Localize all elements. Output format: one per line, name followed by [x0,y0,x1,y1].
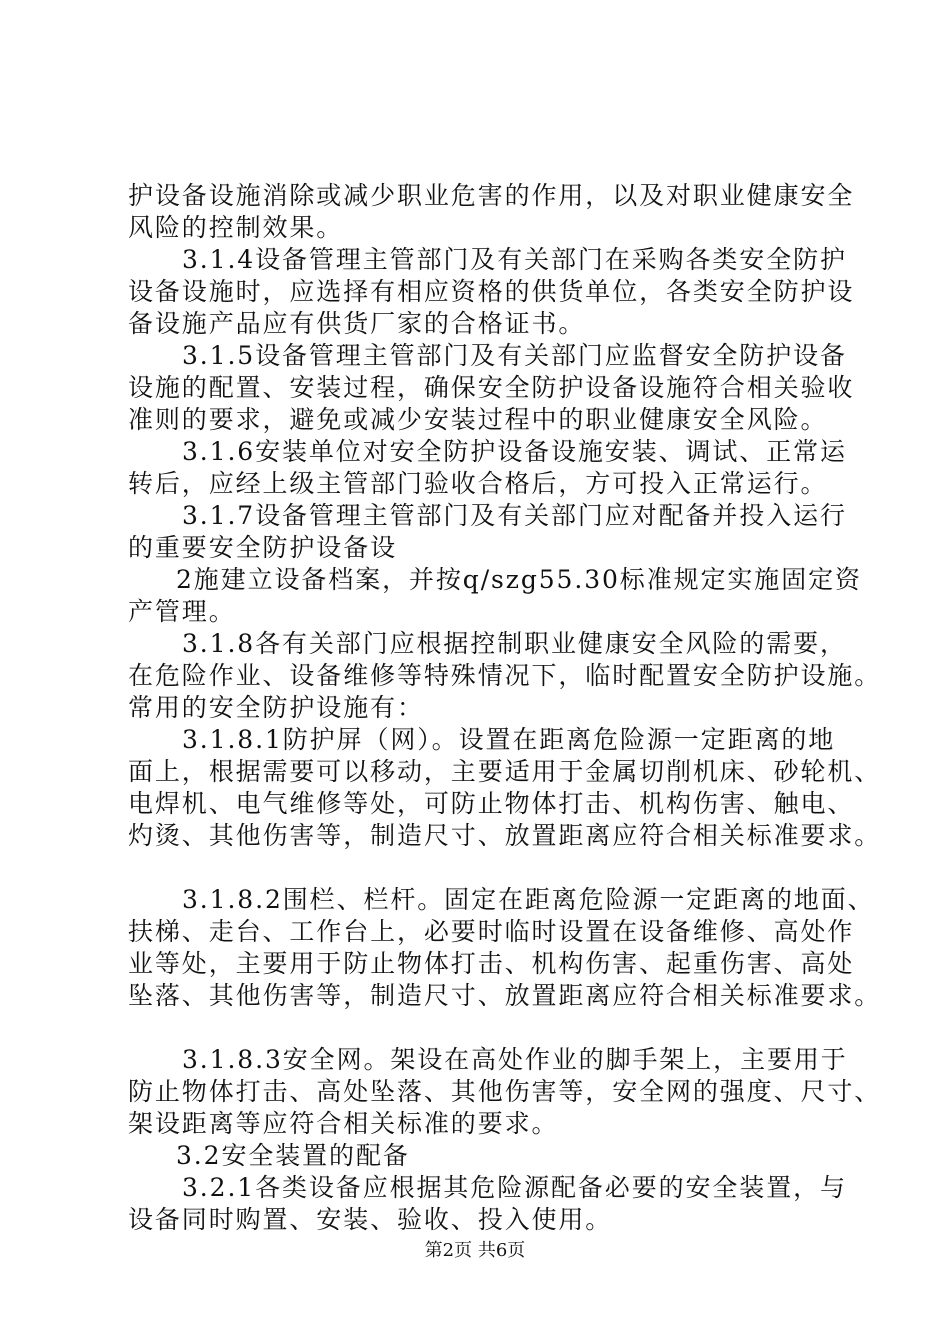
text-line: 护设备设施消除或减少职业危害的作用，以及对职业健康安全 [128,181,855,210]
text-line: 架设距离等应符合相关标准的要求。 [128,1109,559,1138]
text-line: 常用的安全防护设施有： [128,693,424,722]
text-line: 防止物体打击、高处坠落、其他伤害等，安全网的强度、尺寸、 [128,1077,882,1106]
text-line: 在危险作业、设备维修等特殊情况下，临时配置安全防护设施。 [128,661,882,690]
text-line: 转后，应经上级主管部门验收合格后，方可投入正常运行。 [128,469,828,498]
text-line: 面上，根据需要可以移动，主要适用于金属切削机床、砂轮机、 [128,757,882,786]
text-line: 产管理。 [128,597,236,626]
text-line: 风险的控制效果。 [128,213,344,242]
text-line: 3.1.8.1防护屏（网）。设置在距离危险源一定距离的地 [182,725,836,754]
page-number-footer: 第2页 共6页 [424,1240,526,1261]
text-line: 业等处，主要用于防止物体打击、机构伤害、起重伤害、高处 [128,949,855,978]
text-line: 设备设施时，应选择有相应资格的供货单位，各类安全防护设 [128,277,855,306]
text-line: 准则的要求，避免或减少安装过程中的职业健康安全风险。 [128,405,828,434]
text-line: 3.1.8.3安全网。架设在高处作业的脚手架上，主要用于 [182,1045,848,1074]
text-line: 3.1.8各有关部门应根据控制职业健康安全风险的需要， [182,629,847,658]
text-line: 3.1.5设备管理主管部门及有关部门应监督安全防护设备 [182,341,847,370]
text-line: 3.1.8.2围栏、栏杆。固定在距离危险源一定距离的地面、 [182,885,875,914]
text-line: 的重要安全防护设备设 [128,533,398,562]
text-line: 3.1.7设备管理主管部门及有关部门应对配备并投入运行 [182,501,847,530]
text-line: 2施建立设备档案，并按q/szg55.30标准规定实施固定资 [176,565,862,594]
text-line: 设备同时购置、安装、验收、投入使用。 [128,1205,613,1234]
text-line: 电焊机、电气维修等处，可防止物体打击、机构伤害、触电、 [128,789,855,818]
section-heading: 3.2安全装置的配备 [176,1141,410,1170]
text-line: 坠落、其他伤害等，制造尺寸、放置距离应符合相关标准要求。 [128,981,882,1010]
text-line: 扶梯、走台、工作台上，必要时临时设置在设备维修、高处作 [128,917,855,946]
text-line: 备设施产品应有供货厂家的合格证书。 [128,309,586,338]
text-line: 设施的配置、安装过程，确保安全防护设备设施符合相关验收 [128,373,855,402]
text-line: 灼烫、其他伤害等，制造尺寸、放置距离应符合相关标准要求。 [128,821,882,850]
text-line: 3.2.1各类设备应根据其危险源配备必要的安全装置，与 [182,1173,847,1202]
text-line: 3.1.4设备管理主管部门及有关部门在采购各类安全防护 [182,245,847,274]
text-line: 3.1.6安装单位对安全防护设备设施安装、调试、正常运 [182,437,847,466]
